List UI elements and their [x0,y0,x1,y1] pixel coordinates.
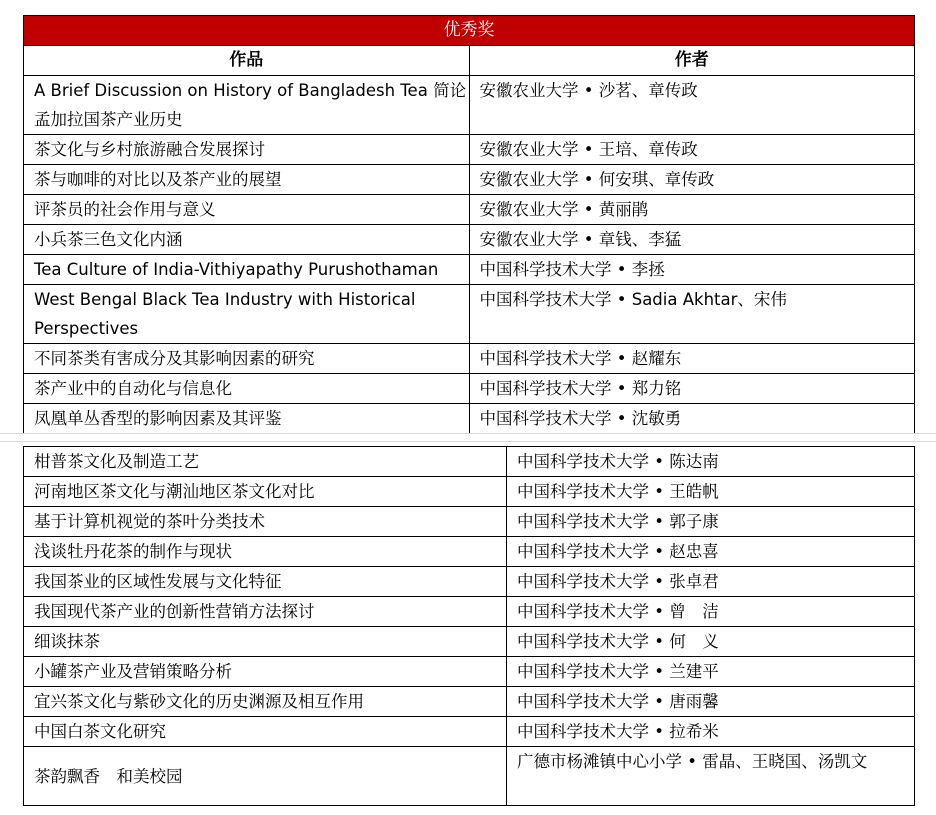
table-row [24,477,915,507]
author-cell: 安徽农业大学 • 何安琪、章传政 [469,165,915,195]
work-cell: 小罐茶产业及营销策略分析 [24,657,507,687]
table-row [24,76,915,135]
award-title: 优秀奖 [24,16,915,46]
author-cell: 中国科学技术大学 • 李拯 [469,255,915,285]
work-cell: 茶韵飘香 和美校园 [24,747,507,806]
table-row [24,687,915,717]
work-cell: 茶产业中的自动化与信息化 [24,374,470,404]
work-cell: 柑普茶文化及制造工艺 [24,447,507,477]
work-cell: 我国茶业的区域性发展与文化特征 [24,567,507,597]
author-cell: 中国科学技术大学 • 王皓帆 [507,477,915,507]
author-cell: 安徽农业大学 • 黄丽鹃 [469,195,915,225]
work-cell: 我国现代茶产业的创新性营销方法探讨 [24,597,507,627]
table-row [24,404,915,434]
table-row [24,747,915,806]
table-row [24,627,915,657]
table-row [24,567,915,597]
table-row [24,717,915,747]
work-cell: 宜兴茶文化与紫砂文化的历史渊源及相互作用 [24,687,507,717]
table-row [24,285,915,344]
work-cell: Tea Culture of India-Vithiyapathy Purushothaman [24,255,470,285]
table-row [24,374,915,404]
author-cell: 安徽农业大学 • 章钱、李猛 [469,225,915,255]
table-row [24,344,915,374]
author-cell: 中国科学技术大学 • 沈敏勇 [469,404,915,434]
table-row [24,507,915,537]
table-row [24,165,915,195]
author-cell: 中国科学技术大学 • 陈达南 [507,447,915,477]
work-cell: 基于计算机视觉的茶叶分类技术 [24,507,507,537]
author-cell: 中国科学技术大学 • 郑力铭 [469,374,915,404]
work-cell: 浅谈牡丹花茶的制作与现状 [24,537,507,567]
work-cell: 中国白茶文化研究 [24,717,507,747]
author-cell: 中国科学技术大学 • Sadia Akhtar、宋伟 [469,285,915,344]
page-break-line [0,433,936,434]
table-row [24,447,915,477]
work-cell: 不同茶类有害成分及其影响因素的研究 [24,344,470,374]
awards-table-part1 [23,15,915,434]
column-header-author: 作者 [469,46,915,76]
work-cell: A Brief Discussion on History of Bangladesh Tea 简论孟加拉国茶产业历史 [24,76,470,135]
title-row [24,16,915,46]
table-row [24,255,915,285]
column-header-work: 作品 [24,46,470,76]
header-row [24,46,915,76]
work-cell: 小兵茶三色文化内涵 [24,225,470,255]
page-break-line [0,441,936,442]
table-row [24,657,915,687]
author-cell: 中国科学技术大学 • 何 义 [507,627,915,657]
author-cell: 安徽农业大学 • 沙茗、章传政 [469,76,915,135]
table-row [24,225,915,255]
work-cell: 细谈抹茶 [24,627,507,657]
table-row [24,135,915,165]
work-cell: 评茶员的社会作用与意义 [24,195,470,225]
author-cell: 中国科学技术大学 • 唐雨馨 [507,687,915,717]
author-cell: 中国科学技术大学 • 赵忠喜 [507,537,915,567]
work-cell: West Bengal Black Tea Industry with Historical Perspectives [24,285,470,344]
work-cell: 凤凰单丛香型的影响因素及其评鉴 [24,404,470,434]
awards-table-part2 [23,446,915,806]
author-cell: 中国科学技术大学 • 曾 洁 [507,597,915,627]
work-cell: 茶与咖啡的对比以及茶产业的展望 [24,165,470,195]
author-cell: 广德市杨滩镇中心小学 • 雷晶、王晓国、汤凯文 [507,747,915,806]
author-cell: 中国科学技术大学 • 张卓君 [507,567,915,597]
author-cell: 安徽农业大学 • 王培、章传政 [469,135,915,165]
author-cell: 中国科学技术大学 • 郭子康 [507,507,915,537]
author-cell: 中国科学技术大学 • 赵耀东 [469,344,915,374]
work-cell: 河南地区茶文化与潮汕地区茶文化对比 [24,477,507,507]
table-row [24,597,915,627]
author-cell: 中国科学技术大学 • 兰建平 [507,657,915,687]
work-cell: 茶文化与乡村旅游融合发展探讨 [24,135,470,165]
table-row [24,537,915,567]
table-row [24,195,915,225]
author-cell: 中国科学技术大学 • 拉希米 [507,717,915,747]
